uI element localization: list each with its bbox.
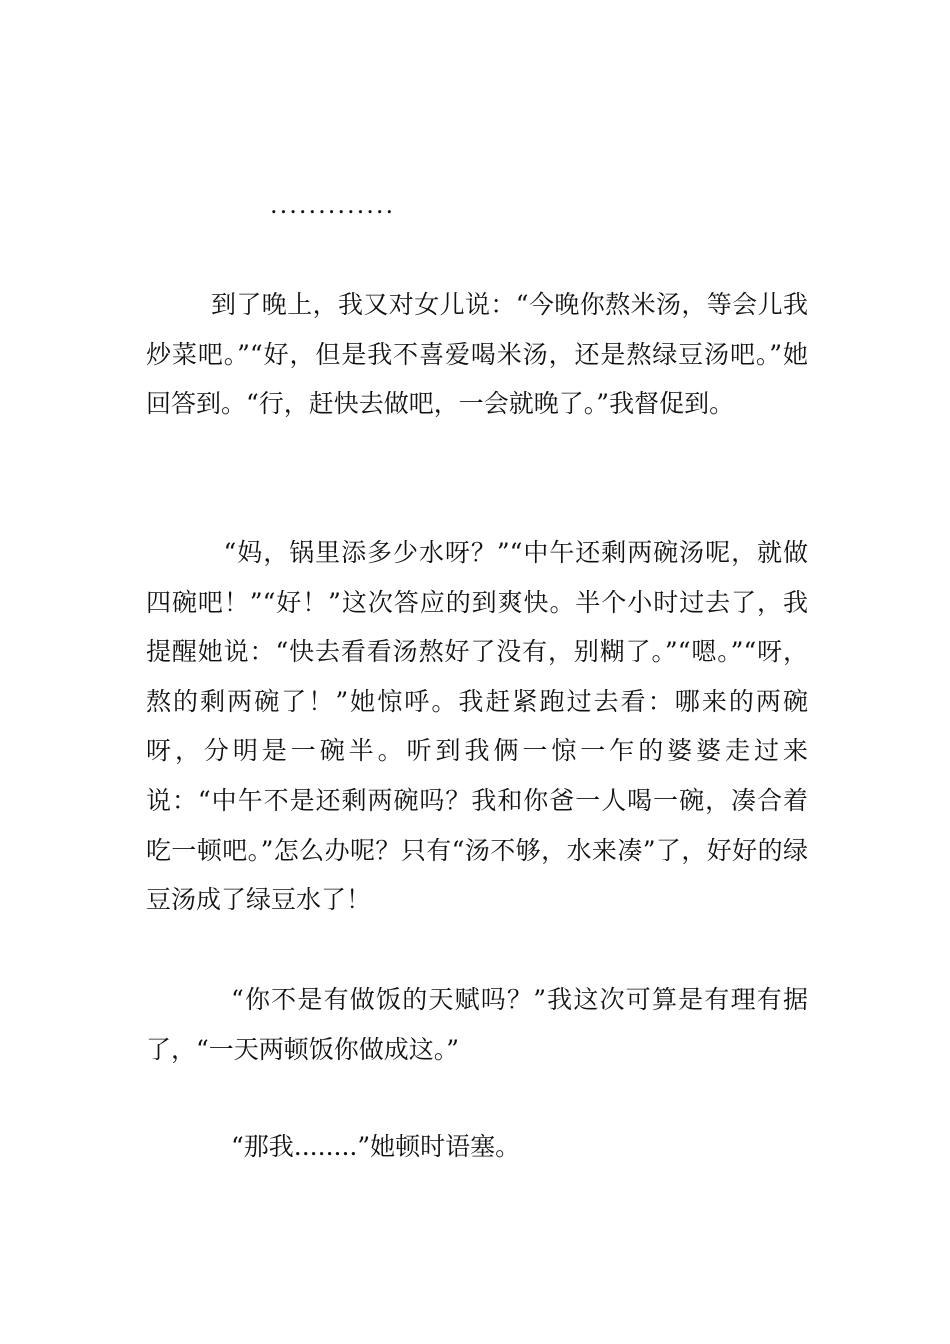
paragraph-soup-boiling: “妈，锅里添多少水呀？”“中午还剩两碗汤呢，就做四碗吧！”“好！”这次答应的到爽快。半个小时过去了，我提醒她说：“快去看看汤熬好了没有，别糊了。”“嗯。”“呀，熬的剩两碗了！”她惊呼。我赶紧跑过去看：哪来的两碗呀，分明是一碗半。听到我俩一惊一乍的婆婆走过来说：“中午不是还剩两碗吗？我和你爸一人喝一碗，凑合着吃一顿吧。”怎么办呢？只有“汤不够，水来凑”了，好好的绿豆汤成了绿豆水了！ [146,538,808,915]
paragraph-cooking-talent: “你不是有做饭的天赋吗？”我这次可算是有理有据了，“一天两顿饭你做成这。” [146,985,808,1064]
ellipsis-separator: ............. [270,191,396,219]
paragraph-evening-request: 到了晚上，我又对女儿说：“今晚你熬米汤，等会儿我炒菜吧。”“好，但是我不喜爱喝米汤，还是熬绿豆汤吧。”她回答到。“行，赶快去做吧，一会就晚了。”我督促到。 [146,290,808,419]
paragraph-speechless: “那我........”她顿时语塞。 [231,1132,521,1161]
